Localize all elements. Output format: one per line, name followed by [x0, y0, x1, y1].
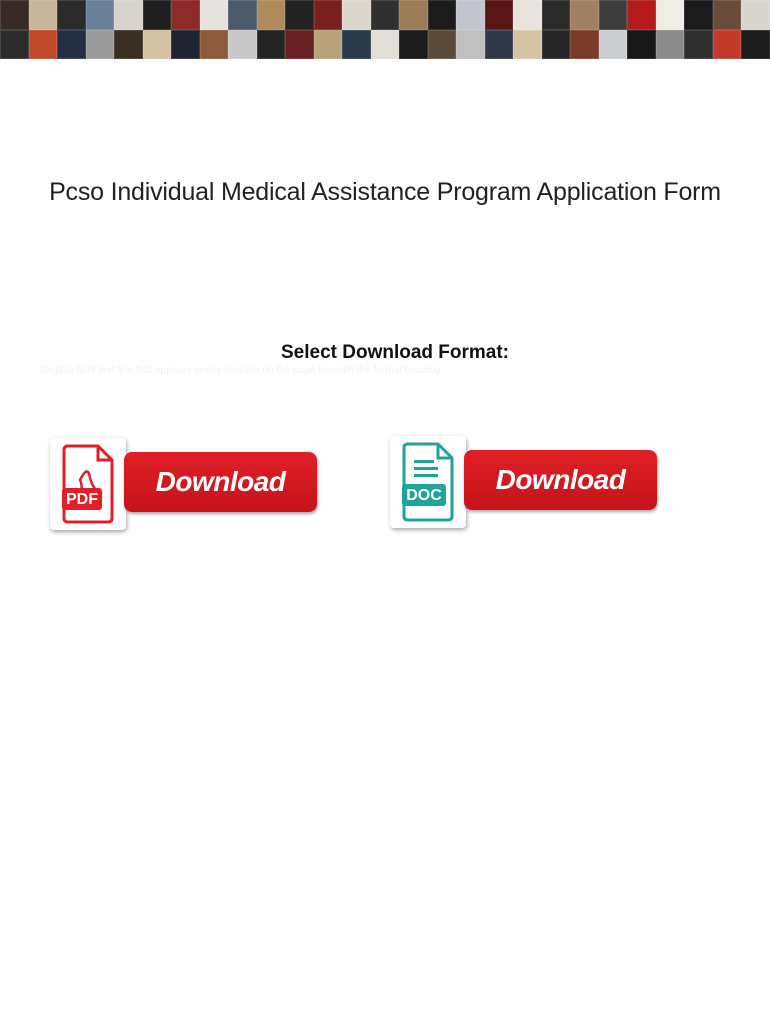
- cover-thumbnail: [171, 0, 200, 30]
- cover-thumbnail: [513, 30, 542, 60]
- cover-thumbnail: [228, 0, 257, 30]
- cover-thumbnail: [57, 30, 86, 60]
- faint-text: Illegible faint text line that appears nearly invisible on the page beneath the format heading: [40, 365, 441, 376]
- cover-thumbnail: [114, 30, 143, 60]
- cover-thumbnail: [114, 0, 143, 30]
- cover-thumbnail: [627, 30, 656, 60]
- cover-thumbnail: [627, 0, 656, 30]
- cover-thumbnail: [0, 0, 29, 30]
- cover-thumbnail: [684, 0, 713, 30]
- cover-thumbnail: [228, 30, 257, 60]
- cover-thumbnail: [257, 30, 286, 60]
- cover-thumbnail: [570, 0, 599, 30]
- select-format-heading: Select Download Format:: [280, 342, 510, 363]
- cover-thumbnail: [257, 0, 286, 30]
- cover-thumbnail: [314, 30, 343, 60]
- cover-thumbnail: [599, 0, 628, 30]
- cover-thumbnail: [428, 0, 457, 30]
- cover-thumbnail: [29, 0, 58, 30]
- cover-thumbnail: [741, 0, 770, 30]
- cover-thumbnail: [456, 0, 485, 30]
- doc-download-button[interactable]: Download: [464, 450, 657, 510]
- cover-thumbnail: [285, 0, 314, 30]
- cover-thumbnail: [399, 0, 428, 30]
- cover-thumbnail: [285, 30, 314, 60]
- cover-thumbnail: [371, 30, 400, 60]
- cover-thumbnail: [371, 0, 400, 30]
- cover-thumbnail: [656, 0, 685, 30]
- cover-thumbnail: [428, 30, 457, 60]
- cover-thumbnail: [29, 30, 58, 60]
- cover-thumbnail: [86, 30, 115, 60]
- cover-thumbnail: [656, 30, 685, 60]
- doc-file-card: [390, 436, 466, 528]
- cover-thumbnail: [485, 30, 514, 60]
- cover-thumbnail: [713, 0, 742, 30]
- cover-thumbnail: [513, 0, 542, 30]
- cover-thumbnail: [741, 30, 770, 60]
- pdf-label: PDF: [66, 491, 98, 508]
- cover-thumbnail: [57, 0, 86, 30]
- cover-thumbnail: [599, 30, 628, 60]
- cover-thumbnail: [86, 0, 115, 30]
- cover-thumbnail: [542, 30, 571, 60]
- pdf-download-button[interactable]: Download: [124, 452, 317, 512]
- cover-thumbnail: [314, 0, 343, 30]
- cover-thumbnail: [0, 30, 29, 60]
- cover-thumbnail: [456, 30, 485, 60]
- cover-thumbnail: [570, 30, 599, 60]
- cover-thumbnail: [542, 0, 571, 30]
- cover-thumbnail: [200, 30, 229, 60]
- cover-thumbnail: [399, 30, 428, 60]
- doc-label: DOC: [406, 487, 442, 504]
- pdf-file-card: [50, 438, 126, 530]
- cover-thumbnail: [342, 0, 371, 30]
- doc-download-link[interactable]: [390, 428, 660, 530]
- cover-thumbnail: [713, 30, 742, 60]
- pdf-file-icon: [60, 444, 116, 524]
- doc-file-icon: [400, 442, 456, 522]
- cover-thumbnail: [485, 0, 514, 30]
- cover-thumbnail: [143, 0, 172, 30]
- cover-thumbnail: [342, 30, 371, 60]
- page-title: Pcso Individual Medical Assistance Program Application Form: [49, 178, 721, 206]
- pdf-download-link[interactable]: [50, 430, 320, 532]
- cover-thumbnail: [200, 0, 229, 30]
- cover-thumbnail: [171, 30, 200, 60]
- cover-art-banner: [0, 0, 770, 59]
- cover-thumbnail: [143, 30, 172, 60]
- cover-thumbnail: [684, 30, 713, 60]
